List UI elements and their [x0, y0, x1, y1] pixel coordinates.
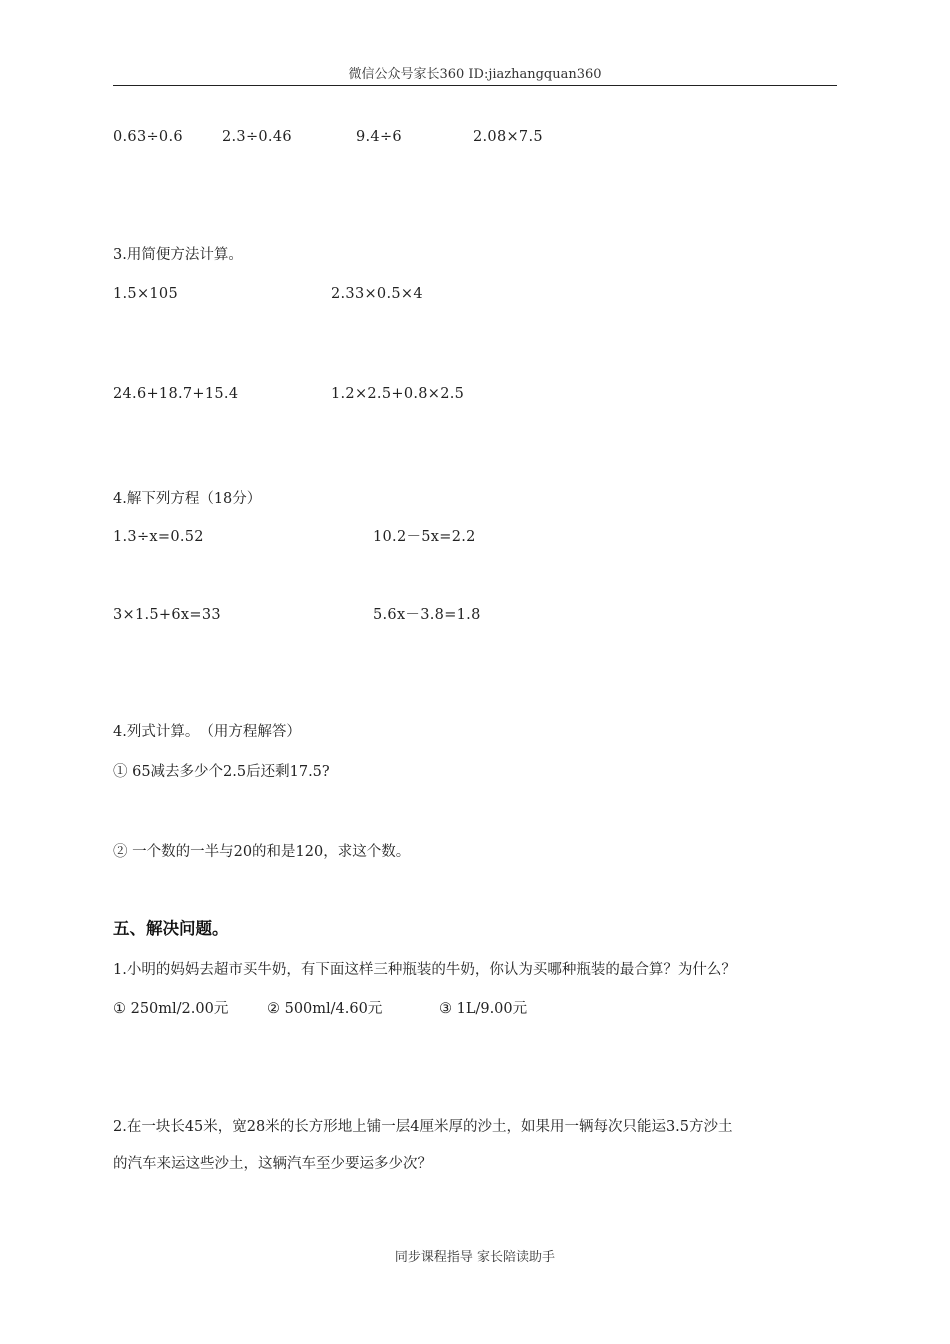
- equation-3: 3×1.5+6x=33: [113, 607, 221, 623]
- equation-4: 5.6x－3.8=1.8: [373, 607, 481, 623]
- calc-item-2: 2.3÷0.46: [222, 129, 292, 145]
- word-calc-question-2: ② 一个数的一半与20的和是120，求这个数。: [113, 844, 411, 860]
- equation-1: 1.3÷x=0.52: [113, 529, 204, 545]
- calc-item-3: 9.4÷6: [356, 129, 402, 145]
- problem-2-text-line-1: 2.在一块长45米，宽28米的长方形地上铺一层4厘米厚的沙土，如果用一辆每次只能运3.5方沙土: [113, 1119, 733, 1135]
- calc-item-4: 2.08×7.5: [473, 129, 543, 145]
- equations-title: 4.解下列方程（18分）: [113, 491, 262, 507]
- word-calc-question-1: ① 65减去多少个2.5后还剩17.5?: [113, 764, 330, 780]
- page-header: 微信公众号家长360 ID:jiazhangquan360: [348, 67, 602, 82]
- problems-section-title: 五、解决问题。: [113, 919, 229, 938]
- calc-item-1: 0.63÷0.6: [113, 129, 183, 145]
- problem-2-text-line-2: 的汽车来运这些沙土，这辆汽车至少要运多少次？: [113, 1156, 432, 1172]
- header-rule: [113, 85, 837, 86]
- problem-1-option-3: ③ 1L/9.00元: [439, 1001, 528, 1017]
- page-footer: 同步课程指导 家长陪读助手: [394, 1250, 556, 1265]
- word-calc-title: 4.列式计算。 （用方程解答）: [113, 724, 301, 740]
- equation-2: 10.2－5x=2.2: [373, 529, 476, 545]
- simple-calc-item-4: 1.2×2.5+0.8×2.5: [331, 386, 465, 402]
- problem-1-option-2: ② 500ml/4.60元: [267, 1001, 383, 1017]
- problem-1-text: 1.小明的妈妈去超市买牛奶，有下面这样三种瓶装的牛奶，你认为买哪种瓶装的最合算？为什么？: [113, 962, 736, 978]
- simple-calc-item-2: 2.33×0.5×4: [331, 286, 423, 302]
- problem-1-option-1: ① 250ml/2.00元: [113, 1001, 229, 1017]
- simple-calc-title: 3.用简便方法计算。: [113, 247, 243, 263]
- simple-calc-item-3: 24.6+18.7+15.4: [113, 386, 239, 402]
- simple-calc-item-1: 1.5×105: [113, 286, 178, 302]
